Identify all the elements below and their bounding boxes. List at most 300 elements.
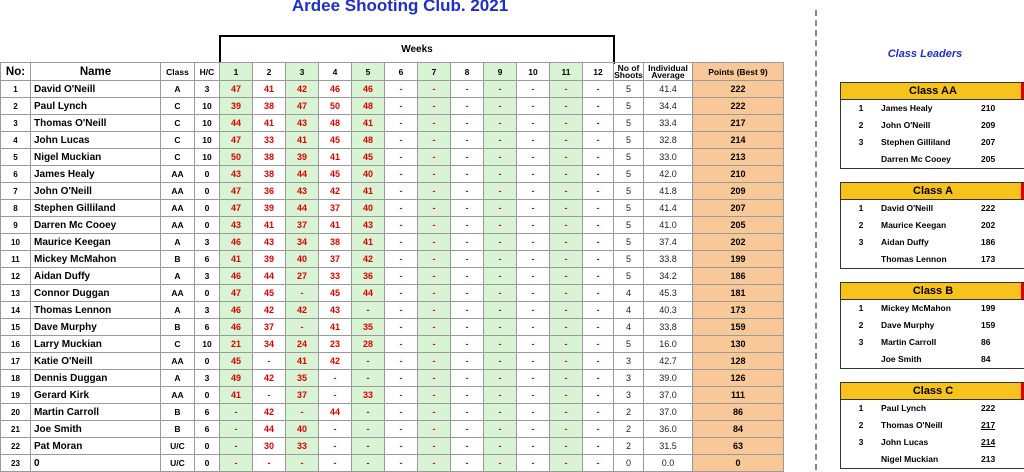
week-11-score: - xyxy=(550,98,583,115)
points-total: 181 xyxy=(693,285,784,302)
week-6-score: - xyxy=(385,353,418,370)
class-name: Class B xyxy=(912,285,954,297)
week-8-score: - xyxy=(451,166,484,183)
week-11-score: - xyxy=(550,387,583,404)
points-total: 214 xyxy=(693,132,784,149)
week-3-score: 43 xyxy=(286,115,319,132)
week-11-score: - xyxy=(550,353,583,370)
week-9-score: - xyxy=(484,81,517,98)
week-12-score: - xyxy=(583,285,614,302)
row-number: 10 xyxy=(1,234,31,251)
week-3-score: 35 xyxy=(286,370,319,387)
shooter-name: Dave Murphy xyxy=(31,319,161,336)
shooter-class: AA xyxy=(161,217,195,234)
week-10-score: - xyxy=(517,98,550,115)
week-10-score: - xyxy=(517,421,550,438)
week-3-score: 39 xyxy=(286,149,319,166)
week-6-score: - xyxy=(385,251,418,268)
week-8-score: - xyxy=(451,455,484,472)
week-5-score: 48 xyxy=(352,132,385,149)
week-11-score: - xyxy=(550,149,583,166)
scores-table xyxy=(0,62,784,472)
leader-name: David O'Neill xyxy=(881,203,934,213)
week-7-score: - xyxy=(418,438,451,455)
shoots-count: 3 xyxy=(614,387,644,404)
leader-row xyxy=(841,151,1024,168)
leader-name: Martin Carroll xyxy=(881,337,937,347)
points-total: 186 xyxy=(693,268,784,285)
week-3-score: 27 xyxy=(286,268,319,285)
week-4-score: 43 xyxy=(319,302,352,319)
points-total: 86 xyxy=(693,404,784,421)
row-number: 20 xyxy=(1,404,31,421)
week-6-score: - xyxy=(385,81,418,98)
class-leader-header xyxy=(841,283,1024,300)
leader-score: 222 xyxy=(981,203,996,213)
week-3-score: 42 xyxy=(286,302,319,319)
handicap: 0 xyxy=(195,285,220,302)
week-5-score: 35 xyxy=(352,319,385,336)
handicap: 10 xyxy=(195,98,220,115)
week-3-score: 40 xyxy=(286,421,319,438)
week-5-score: - xyxy=(352,421,385,438)
week-4-score: 38 xyxy=(319,234,352,251)
week-7-score: - xyxy=(418,319,451,336)
week-1-score: - xyxy=(220,421,253,438)
week-9-score: - xyxy=(484,319,517,336)
col-no: No: xyxy=(1,63,31,81)
week-9-score: - xyxy=(484,387,517,404)
handicap: 0 xyxy=(195,217,220,234)
points-total: 222 xyxy=(693,81,784,98)
week-4-score: 41 xyxy=(319,319,352,336)
week-11-score: - xyxy=(550,370,583,387)
leader-rank: 2 xyxy=(858,320,864,330)
week-6-score: - xyxy=(385,132,418,149)
week-2-score: 36 xyxy=(253,183,286,200)
week-6-score: - xyxy=(385,302,418,319)
points-total: 0 xyxy=(693,455,784,472)
week-2-score: 30 xyxy=(253,438,286,455)
week-12-score: - xyxy=(583,268,614,285)
row-number: 13 xyxy=(1,285,31,302)
week-2-score: 34 xyxy=(253,336,286,353)
points-total: 128 xyxy=(693,353,784,370)
week-8-score: - xyxy=(451,302,484,319)
week-6-score: - xyxy=(385,421,418,438)
class-name: Class A xyxy=(913,185,953,197)
week-11-score: - xyxy=(550,166,583,183)
week-4-score: 44 xyxy=(319,404,352,421)
shooter-class: AA xyxy=(161,200,195,217)
week-1-score: 50 xyxy=(220,149,253,166)
week-2-score: 33 xyxy=(253,132,286,149)
shoots-count: 2 xyxy=(614,438,644,455)
week-4-score: 42 xyxy=(319,183,352,200)
week-4-score: 37 xyxy=(319,251,352,268)
week-12-score: - xyxy=(583,455,614,472)
week-1-score: 47 xyxy=(220,183,253,200)
shoots-count: 4 xyxy=(614,319,644,336)
points-total: 205 xyxy=(693,217,784,234)
class-name: Class C xyxy=(912,385,954,397)
week-4-score: 50 xyxy=(319,98,352,115)
points-total: 209 xyxy=(693,183,784,200)
handicap: 10 xyxy=(195,336,220,353)
week-10-score: - xyxy=(517,234,550,251)
week-7-score: - xyxy=(418,81,451,98)
individual-average: 34.4 xyxy=(644,98,693,115)
week-1-score: - xyxy=(220,404,253,421)
week-10-score: - xyxy=(517,319,550,336)
week-1-score: 44 xyxy=(220,115,253,132)
week-12-score: - xyxy=(583,404,614,421)
shoots-count: 5 xyxy=(614,217,644,234)
week-6-score: - xyxy=(385,438,418,455)
table-row xyxy=(1,319,784,336)
points-total: 173 xyxy=(693,302,784,319)
leader-rank: 1 xyxy=(858,203,864,213)
leader-name: John O'Neill xyxy=(881,120,931,130)
week-8-score: - xyxy=(451,217,484,234)
week-7-score: - xyxy=(418,149,451,166)
week-3-score: 33 xyxy=(286,438,319,455)
week-2-score: 37 xyxy=(253,319,286,336)
shoots-count: 3 xyxy=(614,353,644,370)
week-5-score: - xyxy=(352,438,385,455)
handicap: 0 xyxy=(195,183,220,200)
week-3-score: 24 xyxy=(286,336,319,353)
shooter-name: Mickey McMahon xyxy=(31,251,161,268)
week-7-score: - xyxy=(418,183,451,200)
week-12-score: - xyxy=(583,302,614,319)
week-12-score: - xyxy=(583,149,614,166)
week-1-score: 46 xyxy=(220,319,253,336)
week-7-score: - xyxy=(418,98,451,115)
shoots-count: 5 xyxy=(614,183,644,200)
leader-score: 186 xyxy=(981,237,996,247)
leader-rank xyxy=(841,351,881,368)
week-4-score: - xyxy=(319,370,352,387)
week-11-score: - xyxy=(550,183,583,200)
leader-name: Nigel Muckian xyxy=(881,454,939,464)
shoots-count: 5 xyxy=(614,268,644,285)
shooter-name: Paul Lynch xyxy=(31,98,161,115)
shoots-count: 5 xyxy=(614,200,644,217)
col-week-10: 10 xyxy=(517,63,550,81)
leader-score: 207 xyxy=(981,137,996,147)
week-1-score: 46 xyxy=(220,268,253,285)
week-5-score: 36 xyxy=(352,268,385,285)
week-5-score: - xyxy=(352,302,385,319)
week-2-score: 38 xyxy=(253,149,286,166)
week-11-score: - xyxy=(550,455,583,472)
class-leader-box xyxy=(840,382,1024,469)
week-6-score: - xyxy=(385,404,418,421)
week-9-score: - xyxy=(484,183,517,200)
week-2-score: 42 xyxy=(253,302,286,319)
individual-average: 42.0 xyxy=(644,166,693,183)
individual-average: 45.3 xyxy=(644,285,693,302)
week-11-score: - xyxy=(550,81,583,98)
points-total: 202 xyxy=(693,234,784,251)
leader-row xyxy=(841,117,1024,134)
leader-name: Thomas Lennon xyxy=(881,254,947,264)
leader-name: Stephen Gilliland xyxy=(881,137,951,147)
leader-name: John Lucas xyxy=(881,437,929,447)
table-row xyxy=(1,115,784,132)
row-number: 12 xyxy=(1,268,31,285)
week-7-score: - xyxy=(418,421,451,438)
row-number: 1 xyxy=(1,81,31,98)
week-10-score: - xyxy=(517,217,550,234)
class-leader-box xyxy=(840,282,1024,369)
shooter-name: Dennis Duggan xyxy=(31,370,161,387)
week-5-score: 41 xyxy=(352,115,385,132)
week-6-score: - xyxy=(385,234,418,251)
table-row xyxy=(1,370,784,387)
shooter-class: AA xyxy=(161,285,195,302)
shoots-count: 5 xyxy=(614,234,644,251)
leader-name: Mickey McMahon xyxy=(881,303,951,313)
table-row xyxy=(1,455,784,472)
row-number: 6 xyxy=(1,166,31,183)
week-11-score: - xyxy=(550,132,583,149)
shoots-count: 5 xyxy=(614,149,644,166)
table-row xyxy=(1,149,784,166)
week-5-score: 28 xyxy=(352,336,385,353)
col-week-6: 6 xyxy=(385,63,418,81)
leader-rank xyxy=(841,451,881,468)
week-3-score: 43 xyxy=(286,183,319,200)
week-12-score: - xyxy=(583,336,614,353)
leader-row xyxy=(841,334,1024,351)
shoots-count: 5 xyxy=(614,336,644,353)
week-2-score: 38 xyxy=(253,98,286,115)
table-row xyxy=(1,336,784,353)
week-5-score: 45 xyxy=(352,149,385,166)
leader-row xyxy=(841,217,1024,234)
week-2-score: 39 xyxy=(253,200,286,217)
handicap: 0 xyxy=(195,353,220,370)
shooter-class: B xyxy=(161,404,195,421)
week-3-score: 44 xyxy=(286,166,319,183)
leader-rank: 2 xyxy=(858,420,864,430)
shooter-class: A xyxy=(161,81,195,98)
row-number: 3 xyxy=(1,115,31,132)
weeks-header: Weeks xyxy=(219,35,615,64)
individual-average: 33.8 xyxy=(644,251,693,268)
leader-row xyxy=(841,234,1024,251)
leader-name: James Healy xyxy=(881,103,933,113)
week-6-score: - xyxy=(385,268,418,285)
week-4-score: 46 xyxy=(319,81,352,98)
week-2-score: - xyxy=(253,455,286,472)
col-week-5: 5 xyxy=(352,63,385,81)
week-7-score: - xyxy=(418,455,451,472)
row-number: 23 xyxy=(1,455,31,472)
leader-name: Paul Lynch xyxy=(881,403,927,413)
week-1-score: 47 xyxy=(220,200,253,217)
week-2-score: 43 xyxy=(253,234,286,251)
week-4-score: 45 xyxy=(319,285,352,302)
shoots-count: 4 xyxy=(614,285,644,302)
leader-rank xyxy=(841,151,881,168)
shooter-class: B xyxy=(161,319,195,336)
week-6-score: - xyxy=(385,149,418,166)
week-4-score: 33 xyxy=(319,268,352,285)
individual-average: 39.0 xyxy=(644,370,693,387)
leader-score: 173 xyxy=(981,254,996,264)
table-row xyxy=(1,234,784,251)
week-3-score: - xyxy=(286,285,319,302)
week-6-score: - xyxy=(385,98,418,115)
week-12-score: - xyxy=(583,81,614,98)
week-9-score: - xyxy=(484,200,517,217)
week-10-score: - xyxy=(517,149,550,166)
col-points: Points (Best 9) xyxy=(693,63,784,81)
week-10-score: - xyxy=(517,455,550,472)
col-shoots: No of Shoots xyxy=(614,62,643,80)
shooter-class: A xyxy=(161,234,195,251)
shooter-name: James Healy xyxy=(31,166,161,183)
shooter-class: C xyxy=(161,98,195,115)
week-5-score: - xyxy=(352,353,385,370)
leader-row xyxy=(841,134,1024,151)
table-row xyxy=(1,353,784,370)
week-2-score: 41 xyxy=(253,115,286,132)
week-3-score: 47 xyxy=(286,98,319,115)
week-3-score: - xyxy=(286,319,319,336)
row-number: 15 xyxy=(1,319,31,336)
handicap: 6 xyxy=(195,404,220,421)
class-leader-header xyxy=(841,183,1024,200)
class-leaders-title: Class Leaders xyxy=(887,48,963,60)
individual-average: 32.8 xyxy=(644,132,693,149)
handicap: 0 xyxy=(195,438,220,455)
row-number: 19 xyxy=(1,387,31,404)
row-number: 5 xyxy=(1,149,31,166)
shoots-count: 2 xyxy=(614,404,644,421)
points-total: 217 xyxy=(693,115,784,132)
week-9-score: - xyxy=(484,370,517,387)
leader-rank: 2 xyxy=(858,120,864,130)
leader-name: Aidan Duffy xyxy=(881,237,929,247)
week-10-score: - xyxy=(517,81,550,98)
points-total: 222 xyxy=(693,98,784,115)
week-5-score: - xyxy=(352,455,385,472)
week-4-score: - xyxy=(319,438,352,455)
shooter-class: A xyxy=(161,370,195,387)
week-7-score: - xyxy=(418,387,451,404)
col-week-11: 11 xyxy=(550,63,583,81)
week-11-score: - xyxy=(550,200,583,217)
week-2-score: 42 xyxy=(253,404,286,421)
week-10-score: - xyxy=(517,438,550,455)
week-11-score: - xyxy=(550,285,583,302)
row-number: 4 xyxy=(1,132,31,149)
shooter-name: Martin Carroll xyxy=(31,404,161,421)
week-7-score: - xyxy=(418,251,451,268)
week-7-score: - xyxy=(418,234,451,251)
col-week-12: 12 xyxy=(583,63,614,81)
week-10-score: - xyxy=(517,115,550,132)
individual-average: 41.0 xyxy=(644,217,693,234)
week-4-score: 37 xyxy=(319,200,352,217)
shooter-class: C xyxy=(161,132,195,149)
col-week-4: 4 xyxy=(319,63,352,81)
week-5-score: 44 xyxy=(352,285,385,302)
leader-score: 84 xyxy=(981,354,991,364)
leader-row xyxy=(841,200,1024,217)
week-6-score: - xyxy=(385,336,418,353)
individual-average: 33.8 xyxy=(644,319,693,336)
row-number: 18 xyxy=(1,370,31,387)
shooter-class: AA xyxy=(161,166,195,183)
week-8-score: - xyxy=(451,183,484,200)
week-1-score: 21 xyxy=(220,336,253,353)
week-5-score: 33 xyxy=(352,387,385,404)
week-9-score: - xyxy=(484,166,517,183)
points-total: 207 xyxy=(693,200,784,217)
shooter-name: Thomas O'Neill xyxy=(31,115,161,132)
week-8-score: - xyxy=(451,132,484,149)
week-8-score: - xyxy=(451,353,484,370)
points-total: 126 xyxy=(693,370,784,387)
shooter-name: Pat Moran xyxy=(31,438,161,455)
handicap: 10 xyxy=(195,149,220,166)
leader-score: 214 xyxy=(981,437,996,447)
individual-average: 37.0 xyxy=(644,404,693,421)
points-total: 63 xyxy=(693,438,784,455)
week-4-score: - xyxy=(319,455,352,472)
class-leader-header xyxy=(841,383,1024,400)
individual-average: 31.5 xyxy=(644,438,693,455)
week-7-score: - xyxy=(418,353,451,370)
week-8-score: - xyxy=(451,370,484,387)
leader-score: 217 xyxy=(981,420,996,430)
week-11-score: - xyxy=(550,421,583,438)
leader-name: Darren Mc Cooey xyxy=(881,154,951,164)
shooter-name: John O'Neill xyxy=(31,183,161,200)
leader-rank xyxy=(841,251,881,268)
individual-average: 41.4 xyxy=(644,81,693,98)
week-1-score: 39 xyxy=(220,98,253,115)
week-8-score: - xyxy=(451,251,484,268)
col-week-3: 3 xyxy=(286,63,319,81)
week-7-score: - xyxy=(418,115,451,132)
points-total: 111 xyxy=(693,387,784,404)
week-9-score: - xyxy=(484,421,517,438)
points-total: 210 xyxy=(693,166,784,183)
week-10-score: - xyxy=(517,251,550,268)
individual-average: 16.0 xyxy=(644,336,693,353)
week-1-score: 41 xyxy=(220,387,253,404)
week-9-score: - xyxy=(484,438,517,455)
handicap: 3 xyxy=(195,81,220,98)
leader-row xyxy=(841,400,1024,417)
week-5-score: 42 xyxy=(352,251,385,268)
shooter-class: C xyxy=(161,336,195,353)
week-1-score: 46 xyxy=(220,234,253,251)
table-row xyxy=(1,132,784,149)
shooter-name: Katie O'Neill xyxy=(31,353,161,370)
week-12-score: - xyxy=(583,115,614,132)
week-10-score: - xyxy=(517,353,550,370)
table-row xyxy=(1,183,784,200)
week-11-score: - xyxy=(550,438,583,455)
handicap: 3 xyxy=(195,268,220,285)
